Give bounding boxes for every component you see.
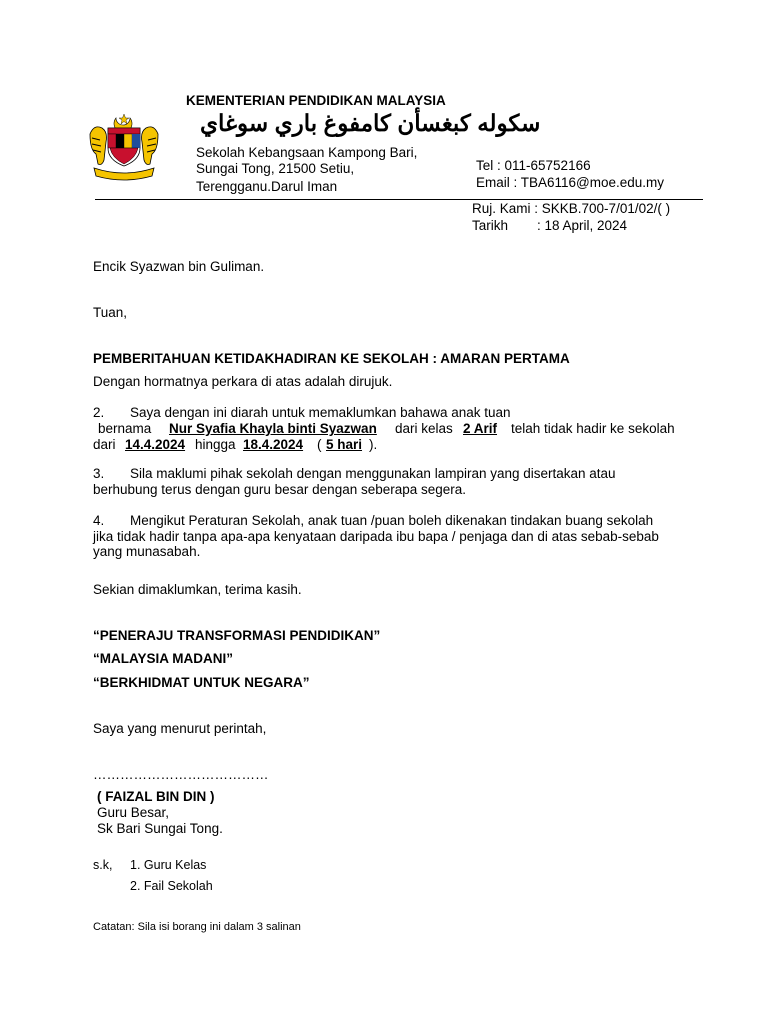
signer-name: ( FAIZAL BIN DIN ) [97, 789, 215, 804]
paragraph-4-line1: Mengikut Peraturan Sekolah, anak tuan /puan boleh dikenakan tindakan buang sekolah [130, 513, 654, 528]
paragraph-3-number: 3. [93, 466, 105, 481]
paragraph-2-tidak-hadir: telah tidak hadir ke sekolah [511, 421, 675, 436]
paragraph-2-line1: Saya dengan ini diarah untuk memaklumkan bahawa anak tuan [130, 405, 511, 420]
school-name-jawi: سكوله كبغسأن كامفوغ باري سوغاي [200, 110, 541, 136]
paragraph-2-dari-kelas: dari kelas [395, 421, 453, 436]
paragraph-4-number: 4. [93, 513, 105, 528]
cc-item: 2. Fail Sekolah [130, 879, 213, 893]
paragraph-2-hingga: hingga [195, 437, 236, 452]
salutation: Tuan, [93, 305, 128, 320]
cc-label: s.k, [93, 858, 113, 872]
paragraph-2-open-paren: ( [317, 437, 322, 452]
signer-title: Guru Besar, [97, 805, 170, 820]
signer-school: Sk Bari Sungai Tong. [97, 821, 223, 836]
paragraph-4-line3: yang munasabah. [93, 544, 201, 559]
paragraph-3-line1: Sila maklumi pihak sekolah dengan menggunakan lampiran yang disertakan atau [130, 466, 616, 481]
signature-line: ………………………………… [93, 767, 269, 782]
student-name: Nur Syafia Khayla binti Syazwan [169, 421, 377, 436]
school-address-line2: Sungai Tong, 21500 Setiu, [196, 161, 355, 176]
footnote: Catatan: Sila isi borang ini dalam 3 salinan [93, 921, 301, 933]
paragraph-4-line2: jika tidak hadir tanpa apa-apa kenyataan daripada ibu bapa / penjaga dan di atas sebab-sebab [93, 529, 659, 544]
absence-days: 5 hari [326, 437, 363, 452]
paragraph-1: Dengan hormatnya perkara di atas adalah dirujuk. [93, 374, 393, 389]
absence-date-from: 14.4.2024 [125, 437, 186, 452]
school-address-line1: Sekolah Kebangsaan Kampong Bari, [196, 145, 418, 160]
paragraph-2-dari: dari [93, 437, 116, 452]
paragraph-2-close-paren: ). [369, 437, 378, 452]
student-class: 2 Arif [463, 421, 498, 436]
email: Email : TBA6116@moe.edu.my [476, 175, 665, 190]
ministry-name: KEMENTERIAN PENDIDIKAN MALAYSIA [186, 93, 446, 108]
paragraph-2-number: 2. [93, 405, 105, 420]
cc-item: 1. Guru Kelas [130, 858, 207, 872]
motto-3: “BERKHIDMAT UNTUK NEGARA” [93, 675, 310, 690]
closing-line: Sekian dimaklumkan, terima kasih. [93, 582, 302, 597]
telephone: Tel : 011-65752166 [476, 158, 591, 173]
absence-date-to: 18.4.2024 [243, 437, 304, 452]
letter-date-label: Tarikh [472, 218, 509, 233]
malaysia-coat-of-arms-logo [86, 112, 162, 182]
motto-2: “MALAYSIA MADANI” [93, 651, 234, 666]
letter-subject: PEMBERITAHUAN KETIDAKHADIRAN KE SEKOLAH : AMARAN PERTAMA [93, 351, 570, 366]
paragraph-3-line2: berhubung terus dengan guru besar dengan seberapa segera. [93, 482, 467, 497]
header-divider [95, 199, 703, 200]
school-address-line3: Terengganu.Darul Iman [196, 179, 338, 194]
motto-1: “PENERAJU TRANSFORMASI PENDIDIKAN” [93, 628, 381, 643]
recipient: Encik Syazwan bin Guliman. [93, 259, 265, 274]
reference-number: Ruj. Kami : SKKB.700-7/01/02/( ) [472, 201, 671, 216]
paragraph-2-bernama: bernama [98, 421, 152, 436]
letter-date-value: : 18 April, 2024 [537, 218, 628, 233]
sign-off: Saya yang menurut perintah, [93, 721, 267, 736]
